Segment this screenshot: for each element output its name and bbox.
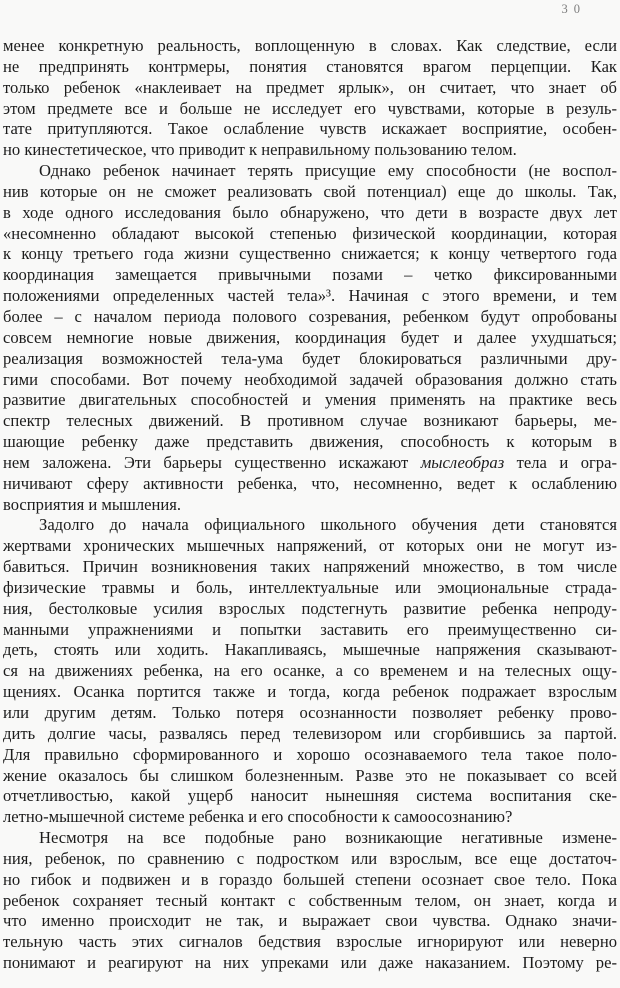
text-line: не предпринять контрмеры, понятия становятся врагом перцепции. Как — [3, 56, 617, 76]
text-line: дить долгие часы, развалясь перед телевизором или сгорбившись за партой. — [3, 723, 617, 743]
text-line: Для правильно сформированного и хорошо осознаваемого тела такое поло- — [3, 744, 617, 764]
text-line: ния, бестолковые усилия взрослых подстегнуть развитие ребенка непроду- — [3, 598, 617, 618]
text-line: координация замещается привычными позами – четко фиксированными — [3, 265, 617, 285]
text-line: совсем немногие новые движения, координация будет и далее ухудшаться; — [3, 327, 617, 347]
text-line: бавиться. Причин возникновения таких напряжений множество, в том числе — [3, 557, 617, 577]
page-number: 30 — [561, 2, 586, 16]
text-line: Однако ребенок начинает терять присущие ему способности (не воспол- — [39, 161, 617, 181]
text-line: ния, ребенок, по сравнению с подростком или взрослым, все еще достаточ- — [3, 848, 617, 868]
text-line: положениями определенных частей тела»³. Начиная с этого времени, и тем — [3, 286, 617, 306]
text-line: Несмотря на все подобные рано возникающие негативные измене- — [39, 828, 617, 848]
text-line: реализация возможностей тела-ума будет блокироваться различными дру- — [3, 348, 617, 368]
text-line: в ходе одного исследования было обнаружено, что дети в возрасте двух лет — [3, 202, 617, 222]
text-line: тельную часть этих сигналов бедствия взрослые игнорируют или неверно — [3, 932, 617, 952]
text-line: манными упражнениями и попытки заставить его преимущественно си- — [3, 619, 617, 639]
text-line: ребенок сохраняет тесный контакт с собственным телом, он знает, когда и — [3, 890, 617, 910]
text-line: жертвами хронических мышечных напряжений, от которых они не могут из- — [3, 536, 617, 556]
text-line: понимают и реагируют на них упреками или даже наказанием. Поэтому ре- — [3, 953, 617, 973]
text-line: шающие ребенку даже представить движения, способность к которым в — [3, 432, 617, 452]
text-line: гими способами. Вот почему необходимой задачей образования должно стать — [3, 369, 617, 389]
text-line: летно-мышечной системе ребенка и его способности к самоосознанию? — [3, 807, 513, 827]
text-line: но кинестетическое, что приводит к неправильному пользованию телом. — [3, 140, 517, 160]
text-line: что именно происходит не так, и выражает свои чувства. Однако значи- — [3, 911, 617, 931]
text-line: или другим детям. Только потеря осознанности позволяет ребенку прово- — [3, 703, 617, 722]
text-line: тате притупляются. Такое ослабление чувств искажает восприятие, особен- — [3, 119, 617, 139]
text-line: более – с началом периода полового созревания, ребенком будут опробованы — [3, 306, 617, 326]
text-line: к концу третьего года жизни существенно снижается; к концу четвертого года — [3, 244, 617, 264]
page-text — [3, 36, 617, 974]
text-line: только ребенок «наклеивает на предмет ярлык», он считает, что знает об — [3, 77, 617, 97]
text-line: менее конкретную реальность, воплощенную в словах. Как следствие, если — [3, 36, 617, 55]
text-line: спектр телесных движений. В противном случае возникают барьеры, ме- — [3, 411, 617, 431]
text-line: ся на движениях ребенка, на его осанке, а со временем и на телесных ощу- — [3, 661, 617, 681]
text-line: физические травмы и боль, интеллектуальные или эмоциональные страда- — [3, 577, 617, 597]
text-line: нем заложена. Эти барьеры существенно искажают мыслеобраз тела и огра- — [3, 452, 617, 472]
text-line: восприятия и мышления. — [3, 494, 182, 514]
text-line: жение оказалось бы слишком болезненным. Разве это не показывает со всей — [3, 765, 617, 785]
text-line: но гибок и подвижен и в гораздо большей степени осознает свое тело. Пока — [3, 869, 617, 889]
text-line: нив которые он не сможет реализовать свой потенциал) еще до школы. Так, — [3, 181, 617, 201]
text-line: развитие двигательных способностей и умения применять на практике весь — [3, 390, 617, 410]
text-line: деть, стоять или ходить. Накапливаясь, мышечные напряжения сказывают- — [3, 640, 617, 660]
text-line: этом предмете все и больше не исследует его чувствами, которые в резуль- — [3, 98, 617, 118]
text-line: щениях. Осанка портится также и тогда, когда ребенок подражает взрослым — [3, 682, 617, 702]
text-line: «несомненно обладают высокой степенью физической координации, которая — [3, 223, 617, 243]
text-line: Задолго до начала официального школьного обучения дети становятся — [39, 515, 617, 535]
text-line: отчетливостью, какой ущерб наносит нынешняя система воспитания ске- — [3, 786, 617, 806]
text-line: ничивают сферу активности ребенка, что, несомненно, ведет к ослаблению — [3, 473, 617, 493]
